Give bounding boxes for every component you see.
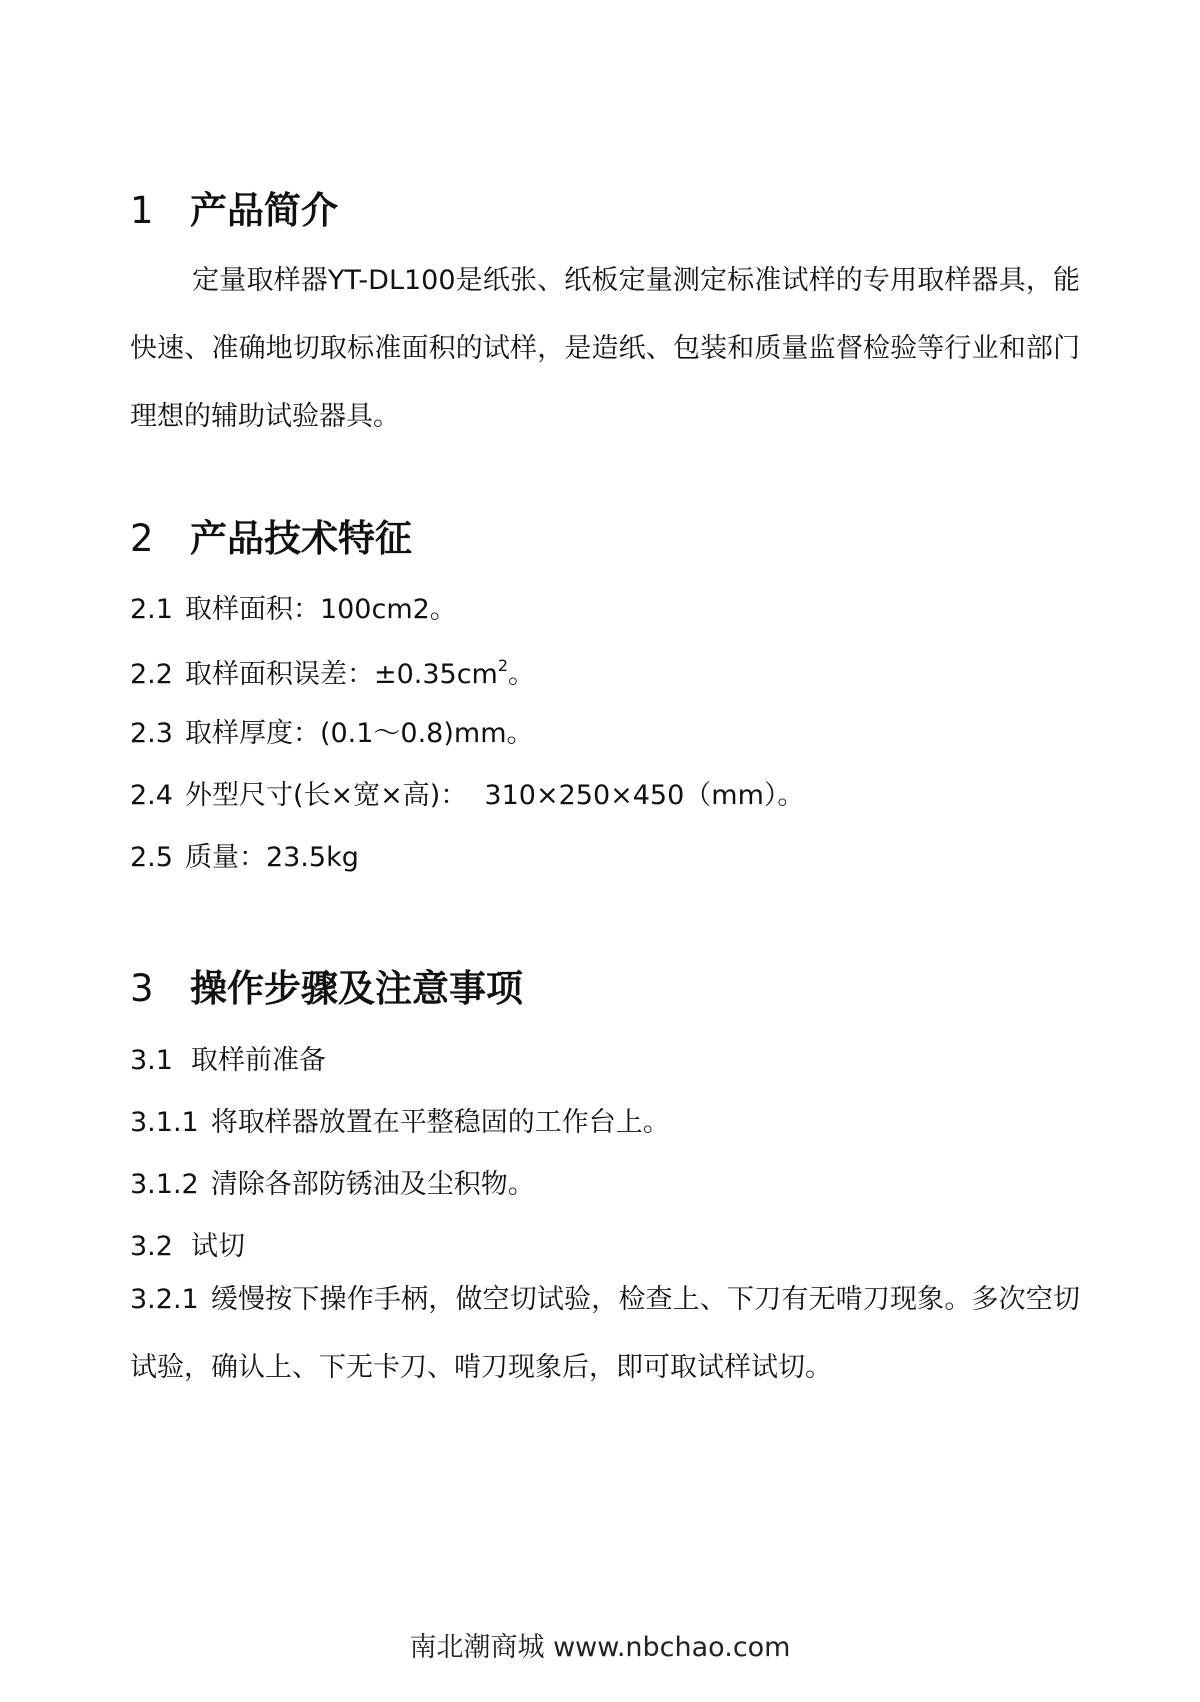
item-text: 质量：23.5kg: [184, 842, 359, 873]
section-number: 3: [130, 967, 154, 1010]
item-text: 取样厚度：(0.1～0.8)mm。: [184, 718, 534, 749]
spec-item-2-3: [130, 720, 534, 747]
item-number: 3.1.2: [130, 1169, 199, 1200]
item-text: 试切: [190, 1231, 245, 1262]
item-number: 3.1: [130, 1045, 173, 1076]
step-item-3-1-2: [130, 1171, 535, 1198]
item-number: 3.2.1: [130, 1284, 199, 1315]
item-text: 外型尺寸(长×宽×高)： 310×250×450（mm）。: [184, 780, 805, 811]
item-number: 2.2: [130, 659, 173, 690]
section-1-paragraph: [130, 247, 1080, 451]
section-3-heading: [130, 967, 523, 1010]
spec-item-2-5: [130, 844, 359, 871]
item-number: 2.5: [130, 842, 173, 873]
item-text: 清除各部防锈油及尘积物。: [210, 1169, 535, 1200]
step-item-3-1-1: [130, 1109, 670, 1136]
step-item-3-2: [130, 1233, 245, 1260]
item-number: 3.1.1: [130, 1107, 199, 1138]
page-footer: 南北潮商城 www.nbchao.com: [409, 1632, 791, 1663]
section-title: 产品技术特征: [190, 517, 412, 560]
step-item-3-1: [130, 1047, 326, 1074]
section-title: 操作步骤及注意事项: [190, 967, 523, 1010]
item-text: 取样面积：100cm2。: [184, 594, 457, 625]
item-text: 取样前准备: [190, 1045, 326, 1076]
paragraph-text: 定量取样器YT-DL100是纸张、纸板定量测定标准试样的专用取样器具，能快速、准确地切取标准面积的试样，是造纸、包装和质量监督检验等行业和部门理想的辅助试验器具。: [130, 265, 1080, 432]
item-text: 将取样器放置在平整稳固的工作台上。: [210, 1107, 670, 1138]
item-number: 2.3: [130, 718, 173, 749]
section-number: 2: [130, 517, 154, 560]
section-title: 产品简介: [190, 189, 338, 232]
paragraph-text: 缓慢按下操作手柄，做空切试验，检查上、下刀有无啃刀现象。多次空切试验，确认上、下无卡刀、啃刀现象后，即可取试样试切。: [130, 1284, 1080, 1383]
spec-item-2-2: [130, 658, 535, 688]
spec-item-2-1: [130, 596, 457, 623]
section-2-heading: [130, 517, 412, 560]
section-1-heading: [130, 189, 338, 232]
item-text-after: 。: [508, 659, 536, 690]
spec-item-2-4: [130, 782, 804, 809]
item-superscript: 2: [497, 656, 509, 675]
item-number: 2.4: [130, 780, 173, 811]
item-text: 取样面积误差：±0.35cm: [184, 659, 498, 690]
item-number: 2.1: [130, 594, 173, 625]
item-number: 3.2: [130, 1231, 173, 1262]
section-number: 1: [130, 189, 154, 232]
step-item-3-2-1: [130, 1266, 1080, 1402]
